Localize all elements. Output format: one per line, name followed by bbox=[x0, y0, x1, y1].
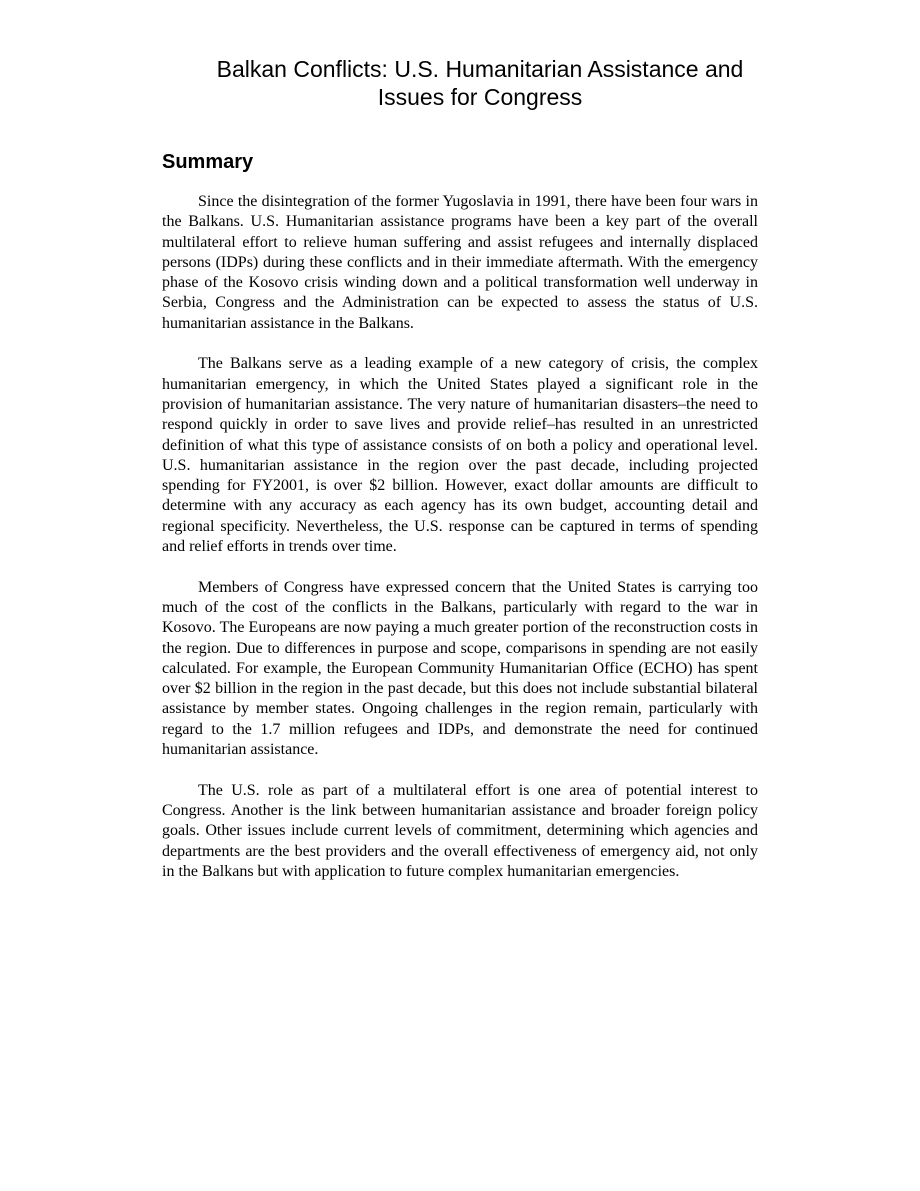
title-line-1: Balkan Conflicts: U.S. Humanitarian Assistance and bbox=[216, 56, 744, 82]
document-title bbox=[120, 55, 840, 111]
paragraph-2: The Balkans serve as a leading example of a new category of crisis, the complex humanitarian emergency, in which the United States played a significant role in the provision of humanitarian assistance. The very nature of humanitarian disasters–the need to respond quickly in order to save lives and provide relief–has resulted in an unrestricted definition of what this type of assistance consists of on both a policy and operational level. U.S. humanitarian assistance in the region over the past decade, including projected spending for FY2001, is over $2 billion. However, exact dollar amounts are difficult to determine with any accuracy as each agency has its own budget, accounting detail and regional specificity. Nevertheless, the U.S. response can be captured in terms of spending and relief efforts in trends over time. bbox=[162, 355, 758, 556]
section-heading-summary: Summary bbox=[162, 151, 254, 173]
paragraph-1: Since the disintegration of the former Yugoslavia in 1991, there have been four wars in the Balkans. U.S. Humanitarian assistance programs have been a key part of the overall multilateral effort to relieve human suffering and assist refugees and internally displaced persons (IDPs) during these conflicts and in their immediate aftermath. With the emergency phase of the Kosovo crisis winding down and a political transformation well underway in Serbia, Congress and the Administration can be expected to assess the status of U.S. humanitarian assistance in the Balkans. bbox=[162, 193, 758, 332]
paragraph-3: Members of Congress have expressed concern that the United States is carrying too much of the cost of the conflicts in the Balkans, particularly with regard to the war in Kosovo. The Europeans are now paying a much greater portion of the reconstruction costs in the region. Due to differences in purpose and scope, comparisons in spending are not easily calculated. For example, the European Community Humanitarian Office (ECHO) has spent over $2 billion in the region in the past decade, but this does not include substantial bilateral assistance by member states. Ongoing challenges in the region remain, particularly with regard to the 1.7 million refugees and IDPs, and demonstrate the need for continued humanitarian assistance. bbox=[162, 578, 758, 759]
paragraph-4: The U.S. role as part of a multilateral effort is one area of potential interest to Congress. Another is the link between humanitarian assistance and broader foreign policy goals. Other issues include current levels of commitment, determining which agencies and departments are the best providers and the overall effectiveness of emergency aid, not only in the Balkans but with application to future complex humanitarian emergencies. bbox=[162, 781, 758, 880]
title-line-2: Issues for Congress bbox=[377, 84, 583, 110]
summary-body bbox=[162, 192, 758, 902]
